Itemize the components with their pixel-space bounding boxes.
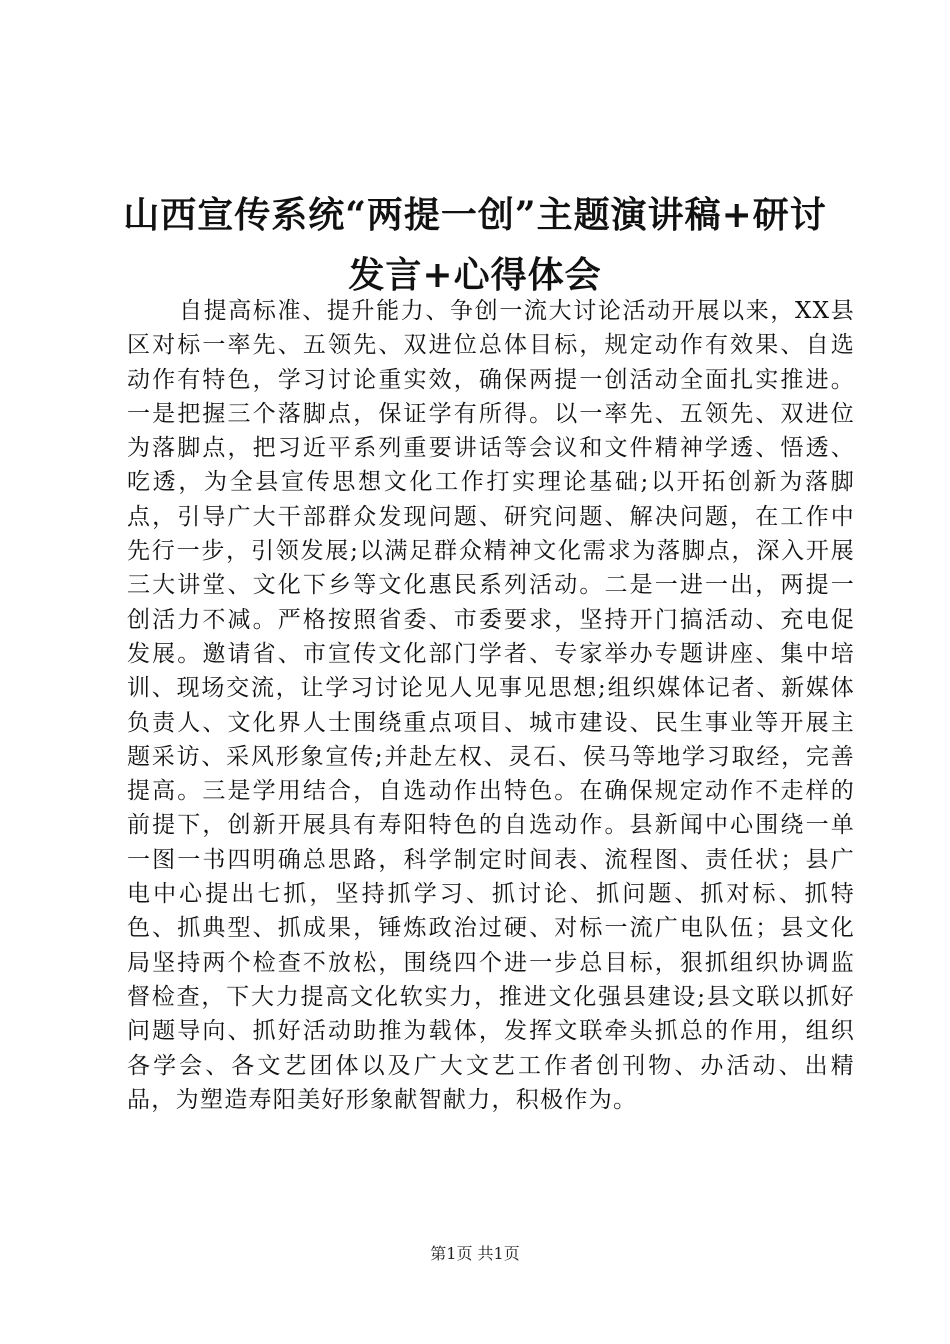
- title-line-1: 山西宣传系统“两提一创”主题演讲稿+研讨: [123, 194, 827, 236]
- page-footer: 第1页 共1页: [430, 1244, 520, 1263]
- document-title: [110, 185, 840, 305]
- title-line-2: 发言+心得体会: [348, 254, 602, 296]
- body-paragraph: 自提高标准、提升能力、争创一流大讨论活动开展以来，XX县区对标一率先、五领先、双进位总体目标，规定动作有效果、自选动作有特色，学习讨论重实效，确保两提一创活动全面扎实推进。一是把握三个落脚点，保证学有所得。以一率先、五领先、双进位为落脚点，把习近平系列重要讲话等会议和文件精神学透、悟透、吃透，为全县宣传思想文化工作打实理论基础;以开拓创新为落脚点，引导广大干部群众发现问题、研究问题、解决问题，在工作中先行一步，引领发展;以满足群众精神文化需求为落脚点，深入开展三大讲堂、文化下乡等文化惠民系列活动。二是一进一出，两提一创活力不减。严格按照省委、市委要求，坚持开门搞活动、充电促发展。邀请省、市宣传文化部门学者、专家举办专题讲座、集中培训、现场交流，让学习讨论见人见事见思想;组织媒体记者、新媒体负责人、文化界人士围绕重点项目、城市建设、民生事业等开展主题采访、采风形象宣传;并赴左权、灵石、侯马等地学习取经，完善提高。三是学用结合，自选动作出特色。在确保规定动作不走样的前提下，创新开展具有寿阳特色的自选动作。县新闻中心围绕一单一图一书四明确总思路，科学制定时间表、流程图、责任状；县广电中心提出七抓，坚持抓学习、抓讨论、抓问题、抓对标、抓特色、抓典型、抓成果，锤炼政治过硬、对标一流广电队伍；县文化局坚持两个检查不放松，围绕四个进一步总目标，狠抓组织协调监督检查，下大力提高文化软实力，推进文化强县建设;县文联以抓好问题导向、抓好活动助推为载体，发挥文联牵头抓总的作用，组织各学会、各文艺团体以及广大文艺工作者创刊物、办活动、出精品，为塑造寿阳美好形象献智献力，积极作为。: [127, 298, 855, 1113]
